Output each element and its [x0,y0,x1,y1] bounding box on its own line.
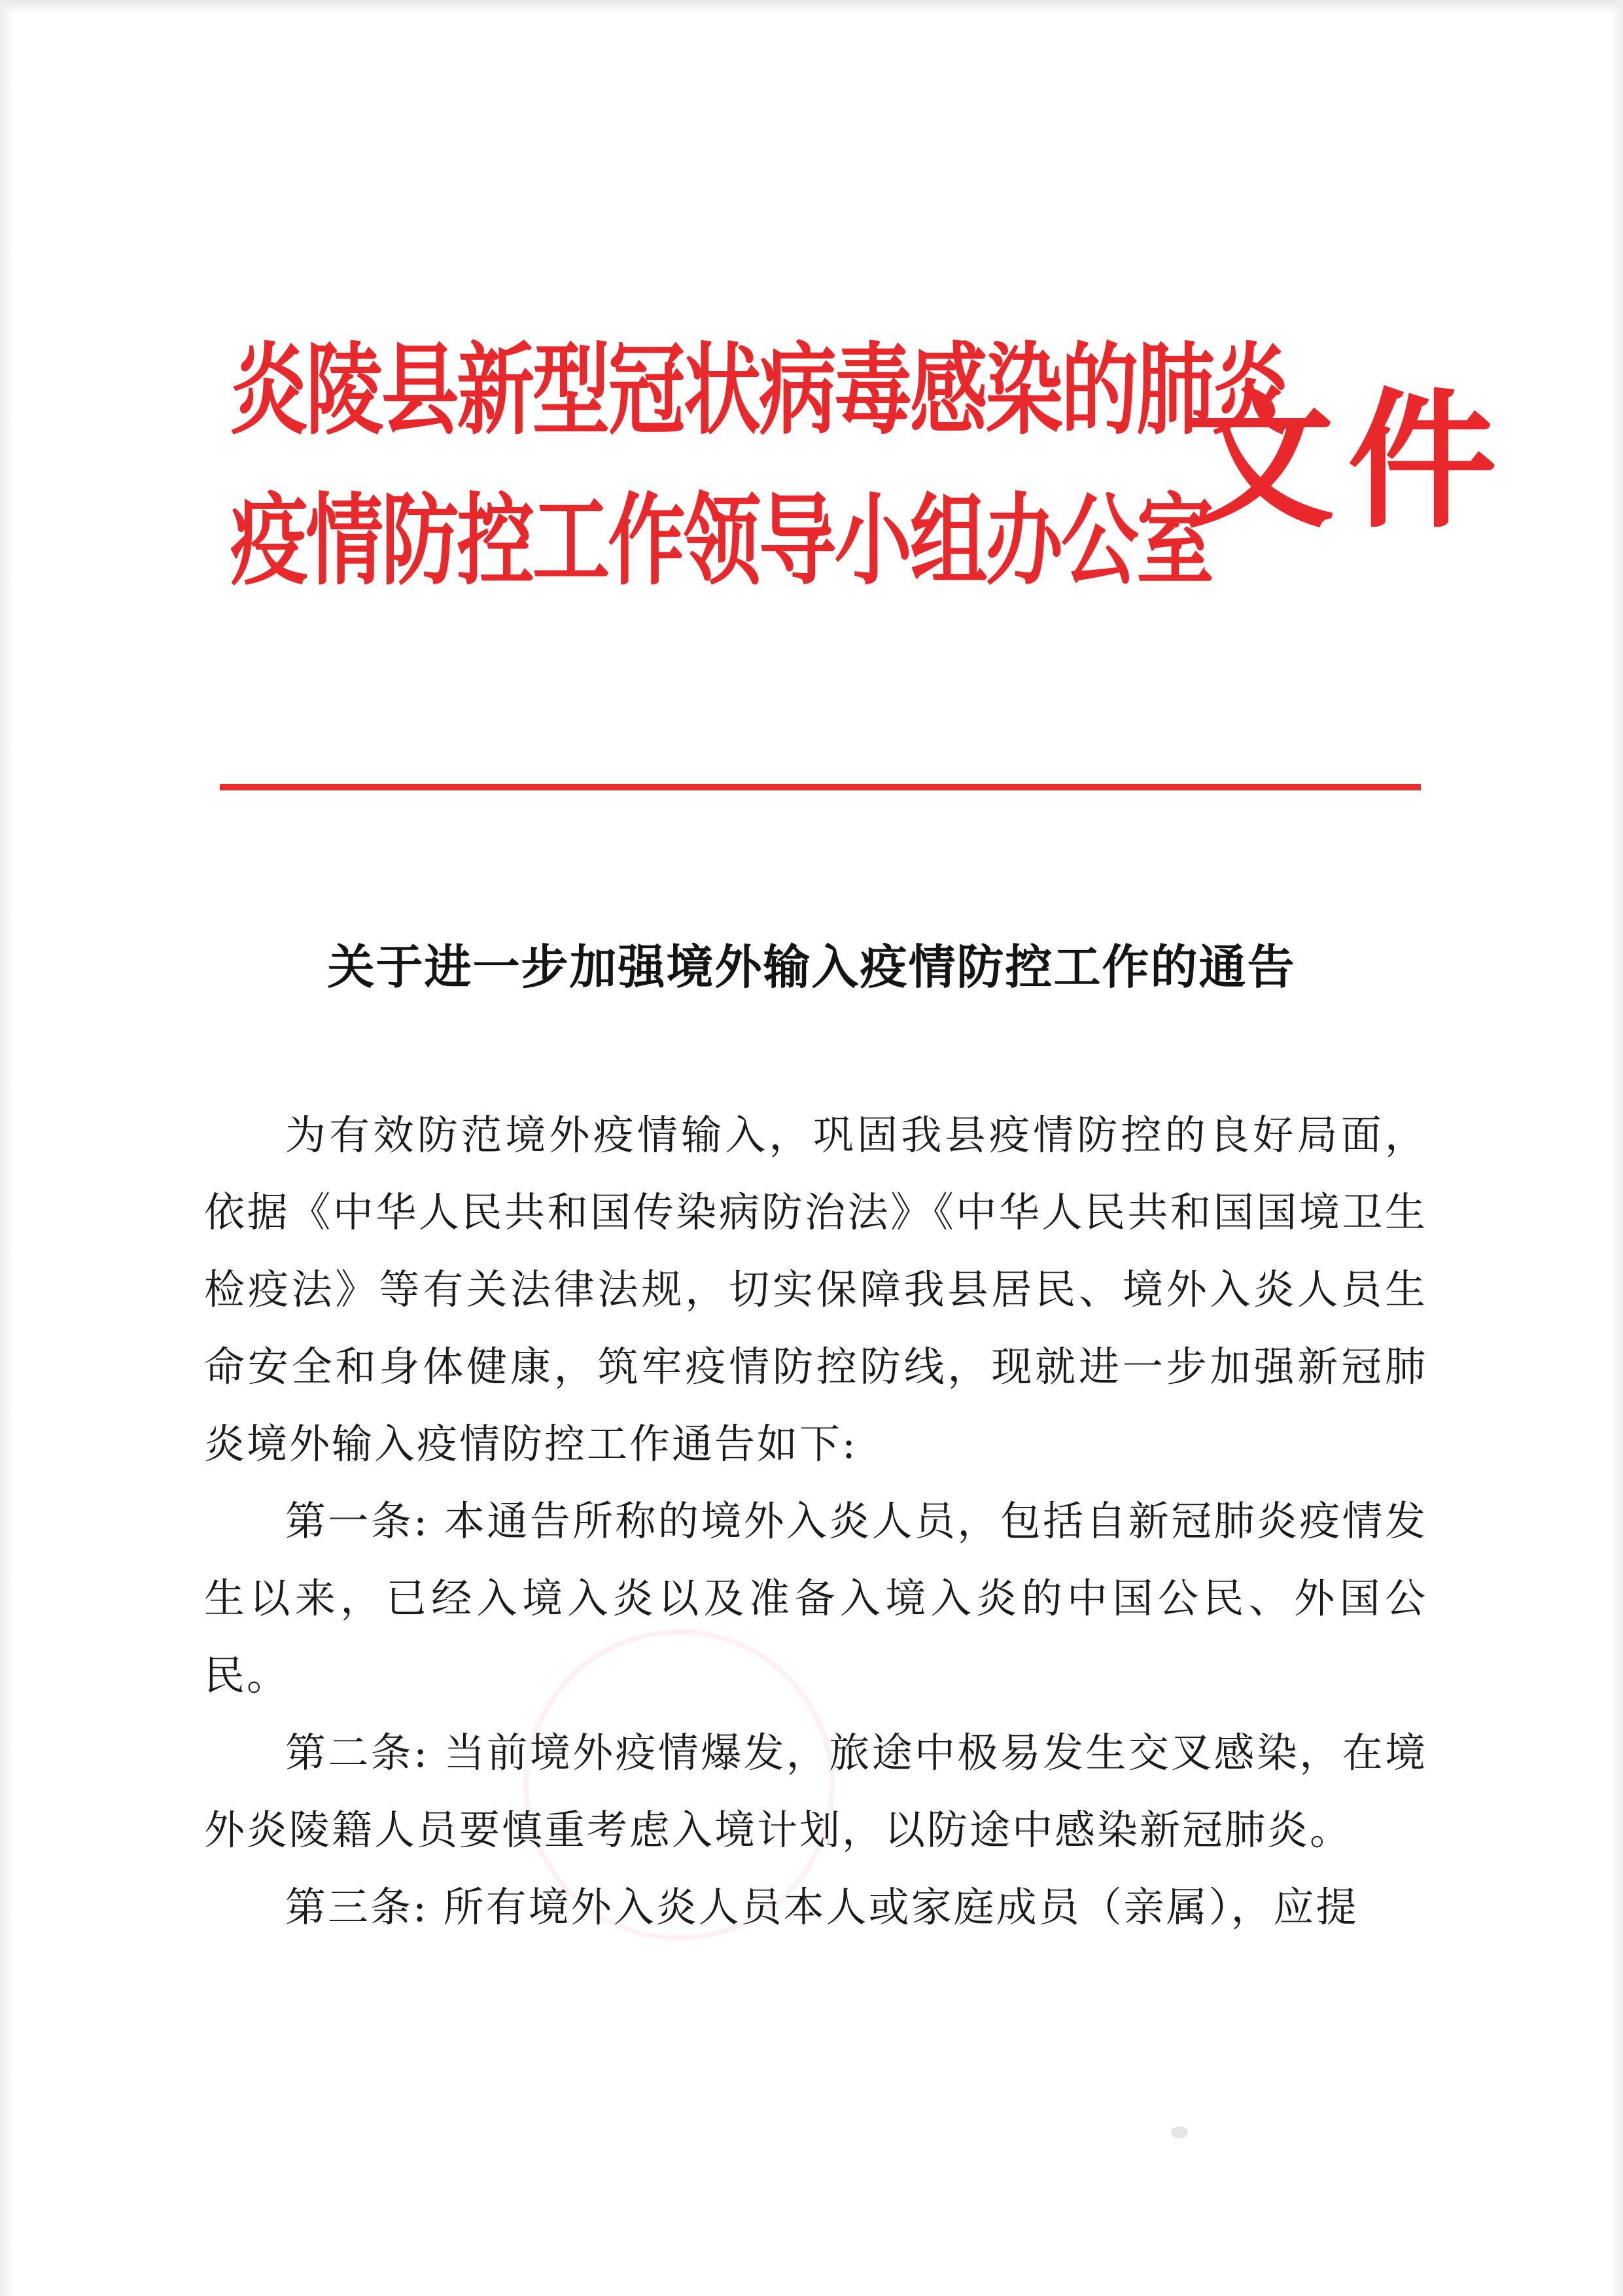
scan-edge-right [1610,0,1623,2296]
body-paragraph-article-2: 第二条: 当前境外疫情爆发，旅途中极易发生交叉感染，在境外炎陵籍人员要慎重考虑入境计划，以防途中感染新冠肺炎。 [204,1729,1427,1854]
issuer-name-line-1: 炎陵县新型冠状病毒感染的肺炎 [230,331,1288,448]
body-paragraph-article-1: 第一条: 本通告所称的境外入炎人员，包括自新冠肺炎疫情发生以来，已经入境入炎以及准备入境入炎的中国公民、外国公民。 [204,1497,1427,1699]
body-paragraph-article-3: 第三条: 所有境外入炎人员本人或家庭成员（亲属），应提 [285,1883,1359,1931]
red-separator-line [220,784,1421,790]
body-paragraph-preamble: 为有效防范境外疫情输入，巩固我县疫情防控的良好局面，依据《中华人民共和国传染病防治法》《中华人民共和国国境卫生检疫法》等有关法律法规，切实保障我县居民、境外入炎人员生命安全和身体健康，筑牢疫情防控防线，现就进一步加强新冠肺炎境外输入疫情防控工作通告如下: [204,1111,1427,1468]
scan-edge-left [0,0,14,2296]
scan-edge-top [0,0,1623,13]
notice-title: 关于进一步加强境外输入疫情防控工作的通告 [327,939,1296,995]
red-letterhead [230,314,1510,628]
notice-body [204,1097,1427,1946]
scan-speck [1171,2127,1188,2138]
issuer-name-line-2: 疫情防控工作领导小组办公室 [230,482,1212,599]
document-type-label: 文件 [1185,373,1510,548]
